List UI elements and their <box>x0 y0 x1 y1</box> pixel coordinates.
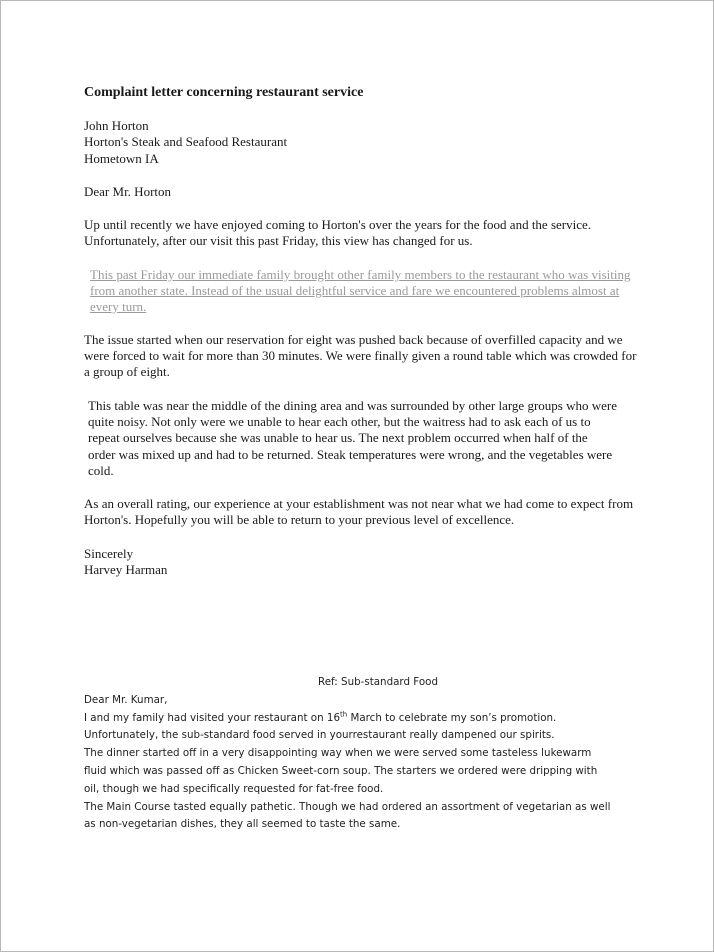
closing: Sincerely <box>84 545 134 561</box>
sign-off <box>84 546 644 579</box>
salutation: Dear Mr. Horton <box>84 183 172 199</box>
recipient-address <box>84 118 644 167</box>
paragraph-rating: As an overall rating, our experience at your establishment was not near what we had come to expect from Horton's. Hopefully you will be able to return to your previous level of excellence. <box>84 496 634 528</box>
recipient-business: Horton's Steak and Seafood Restaurant <box>84 134 288 150</box>
body-line-2: Unfortunately, the sub-standard food served in yourrestaurant really dampened our spirits. <box>84 729 555 742</box>
paragraph-table-problems: This table was near the middle of the dining area and was surrounded by other large groups who were quite noisy. Not only were we unable to hear each other, but the waitress had to ask each of us to repeat ourselves because she was unable to hear us. The next problem occurred when half of the order was mixed up and had to be returned. Steak temperatures were wrong, and the vegetables were cold. <box>88 397 617 478</box>
recipient-name: John Horton <box>84 118 149 133</box>
body-line-6: The Main Course tasted equally pathetic. Though we had ordered an assortment of vegetarian as well <box>84 800 611 813</box>
letter-title: Complaint letter concerning restaurant service <box>84 85 364 100</box>
recipient-city: Hometown IA <box>84 150 159 166</box>
paragraph-reservation: The issue started when our reservation for eight was pushed back because of overfilled capacity and we were forced to wait for more than 30 minutes. We were finally given a round table which was crowded for a group of eight. <box>84 331 637 380</box>
body-line-5: oil, though we had specifically requested for fat-free food. <box>84 782 384 795</box>
ordinal-suffix: th <box>340 710 348 719</box>
complaint-letter-horton <box>84 84 644 578</box>
body-line-3: The dinner started off in a very disappointing way when we were served some tasteless lukewarm <box>84 747 592 760</box>
signature-name: Harvey Harman <box>84 562 168 578</box>
complaint-letter-kumar <box>84 674 644 834</box>
body-line-7: as non-vegetarian dishes, they all seemed to taste the same. <box>84 818 401 831</box>
body-line-1 <box>84 710 644 728</box>
body-line-1-start: I and my family had visited your restaurant on 16 <box>84 711 340 724</box>
reference-line: Ref: Sub-standard Food <box>318 676 438 688</box>
quoted-paragraph: This past Friday our immediate family brought other family members to the restaurant who was visiting from another state. Instead of the usual delightful service and fare we encountered problems almost at every turn. <box>90 266 631 314</box>
salutation-kumar: Dear Mr. Kumar, <box>84 693 168 706</box>
paragraph-intro: Up until recently we have enjoyed coming to Horton's over the years for the food and the service. Unfortunately, after our visit this past Friday, this view has changed for us. <box>84 217 592 249</box>
body-line-1-end: March to celebrate my son’s promotion. <box>347 711 557 724</box>
body-line-4: fluid which was passed off as Chicken Sweet-corn soup. The starters we ordered were dripping with <box>84 764 598 777</box>
